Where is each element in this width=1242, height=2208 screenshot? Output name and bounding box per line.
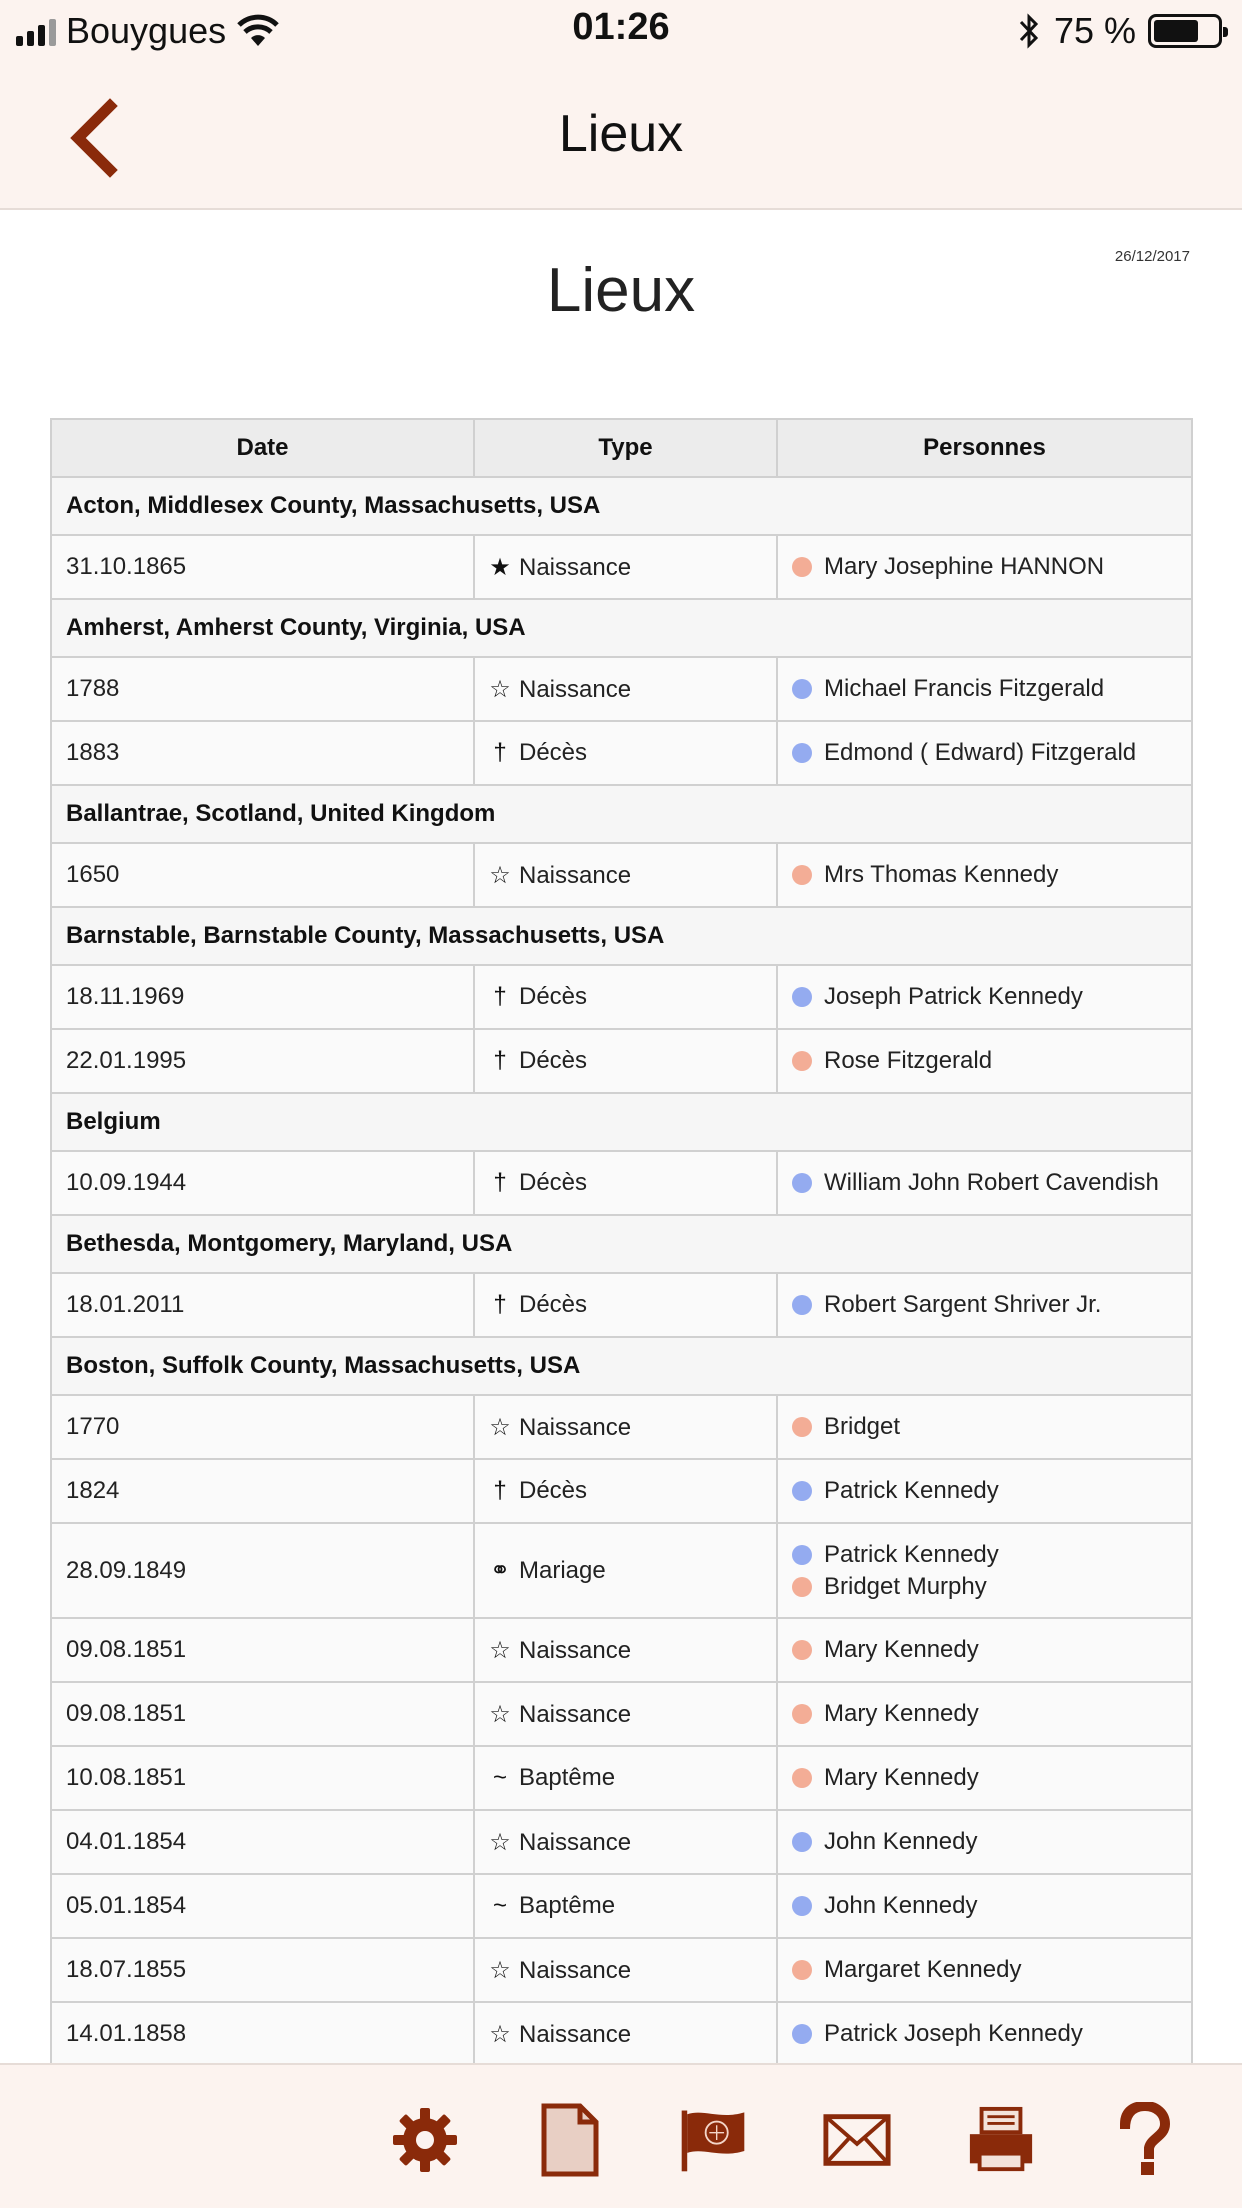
person-entry[interactable]: [792, 1475, 1177, 1507]
nav-bar: [0, 62, 1242, 210]
event-date: 1788: [51, 657, 474, 721]
place-row: [51, 599, 1192, 657]
event-type-cell: [474, 535, 777, 599]
person-name: Michael Francis Fitzgerald: [824, 675, 1105, 702]
event-row[interactable]: [51, 1746, 1192, 1810]
event-type: Décès: [519, 739, 588, 766]
event-persons: [777, 843, 1192, 907]
event-type: Naissance: [519, 861, 632, 889]
event-persons: [777, 1874, 1192, 1938]
battery-icon: [1148, 14, 1222, 48]
place-row: [51, 1337, 1192, 1395]
female-dot-icon: [792, 1417, 812, 1437]
help-button[interactable]: [1110, 2105, 1180, 2175]
female-dot-icon: [792, 1768, 812, 1788]
event-row[interactable]: [51, 1395, 1192, 1459]
place-row: [51, 785, 1192, 843]
header-persons: Personnes: [777, 419, 1192, 477]
table-body: [51, 477, 1192, 2063]
place-name: Amherst, Amherst County, Virginia, USA: [51, 599, 1192, 657]
event-persons: [777, 2002, 1192, 2063]
event-persons: [777, 1938, 1192, 2002]
event-type-cell: [474, 1273, 777, 1337]
person-name: Mary Josephine HANNON: [824, 553, 1105, 580]
event-row[interactable]: [51, 1273, 1192, 1337]
flag-button[interactable]: [678, 2105, 748, 2175]
place-row: [51, 1215, 1192, 1273]
event-row[interactable]: [51, 1810, 1192, 1874]
person-name: Joseph Patrick Kennedy: [824, 983, 1083, 1010]
place-row: [51, 1093, 1192, 1151]
person-entry[interactable]: [792, 1890, 1177, 1922]
place-name: Ballantrae, Scotland, United Kingdom: [51, 785, 1192, 843]
person-name: Bridget: [824, 1413, 901, 1440]
document-icon: [540, 2102, 600, 2178]
table-header-row: [51, 419, 1192, 477]
flag-icon: [678, 2102, 748, 2178]
event-persons: [777, 1459, 1192, 1523]
event-type: Naissance: [519, 1828, 632, 1856]
male-dot-icon: [792, 987, 812, 1007]
event-type-cell: [474, 1618, 777, 1682]
cross-icon: †: [493, 1291, 507, 1318]
person-entry[interactable]: [792, 1045, 1177, 1077]
person-entry[interactable]: [792, 1954, 1177, 1986]
male-dot-icon: [792, 1295, 812, 1315]
event-type: Décès: [519, 983, 588, 1010]
battery-percent: 75 %: [1053, 10, 1136, 51]
event-type: Décès: [519, 1047, 588, 1074]
female-dot-icon: [792, 1704, 812, 1724]
event-persons: [777, 1746, 1192, 1810]
place-name: Barnstable, Barnstable County, Massachusetts, USA: [51, 907, 1192, 965]
event-row[interactable]: [51, 1682, 1192, 1746]
event-type: Naissance: [519, 675, 632, 703]
event-date: 10.09.1944: [51, 1151, 474, 1215]
male-dot-icon: [792, 2024, 812, 2044]
event-type-cell: [474, 1395, 777, 1459]
star-icon: ☆: [489, 675, 511, 703]
event-row[interactable]: [51, 721, 1192, 785]
nav-title: Lieux: [558, 105, 684, 163]
event-row[interactable]: [51, 843, 1192, 907]
event-persons: [777, 1682, 1192, 1746]
event-date: 10.08.1851: [51, 1746, 474, 1810]
event-type: Mariage: [519, 1557, 606, 1584]
bottom-toolbar: [0, 2063, 1242, 2208]
person-name: Mrs Thomas Kennedy: [824, 861, 1059, 888]
female-dot-icon: [792, 1051, 812, 1071]
person-name: William John Robert Cavendish: [824, 1169, 1159, 1196]
document-button[interactable]: [535, 2105, 605, 2175]
person-name: John Kennedy: [824, 1892, 978, 1919]
place-row: [51, 907, 1192, 965]
event-type-cell: [474, 657, 777, 721]
event-type-cell: [474, 1151, 777, 1215]
event-date: 1770: [51, 1395, 474, 1459]
event-persons: [777, 1523, 1192, 1618]
female-dot-icon: [792, 1960, 812, 1980]
event-row[interactable]: [51, 535, 1192, 599]
star-icon: ☆: [489, 1956, 511, 1984]
male-dot-icon: [792, 1481, 812, 1501]
settings-button[interactable]: [390, 2105, 460, 2175]
carrier-name: Bouygues: [66, 10, 227, 51]
event-row[interactable]: [51, 1523, 1192, 1618]
cross-icon: †: [493, 1169, 507, 1196]
person-entry[interactable]: [792, 673, 1177, 705]
person-entry[interactable]: [792, 1762, 1177, 1794]
person-entry[interactable]: [792, 1698, 1177, 1730]
person-name: Mary Kennedy: [824, 1764, 979, 1791]
male-dot-icon: [792, 1173, 812, 1193]
place-name: Bethesda, Montgomery, Maryland, USA: [51, 1215, 1192, 1273]
person-name: Edmond ( Edward) Fitzgerald: [824, 739, 1137, 766]
document-date: 26/12/2017: [1114, 248, 1190, 265]
event-type: Naissance: [519, 553, 632, 581]
event-date: 22.01.1995: [51, 1029, 474, 1093]
star-icon: ☆: [489, 2020, 511, 2048]
event-type: Décès: [519, 1169, 588, 1196]
event-date: 18.11.1969: [51, 965, 474, 1029]
event-date: 14.01.1858: [51, 2002, 474, 2063]
event-persons: [777, 721, 1192, 785]
person-name: Patrick Joseph Kennedy: [824, 2020, 1083, 2047]
event-type-cell: [474, 1523, 777, 1618]
event-row[interactable]: [51, 1938, 1192, 2002]
event-persons: [777, 1151, 1192, 1215]
event-row[interactable]: [51, 2002, 1192, 2063]
print-button[interactable]: [966, 2105, 1036, 2175]
event-date: 04.01.1854: [51, 1810, 474, 1874]
event-type-cell: [474, 965, 777, 1029]
place-name: Acton, Middlesex County, Massachusetts, USA: [51, 477, 1192, 535]
star-icon: ☆: [489, 861, 511, 889]
status-time: 01:26: [572, 6, 670, 48]
help-icon: [1117, 2102, 1173, 2178]
event-date: 09.08.1851: [51, 1682, 474, 1746]
person-name: Mary Kennedy: [824, 1636, 979, 1663]
male-dot-icon: [792, 679, 812, 699]
event-date: 05.01.1854: [51, 1874, 474, 1938]
person-entry[interactable]: [792, 737, 1177, 769]
event-type-cell: [474, 721, 777, 785]
event-row[interactable]: [51, 965, 1192, 1029]
rings-icon: ⚭: [489, 1557, 511, 1584]
person-name: Margaret Kennedy: [824, 1956, 1022, 1983]
event-date: 09.08.1851: [51, 1618, 474, 1682]
person-entry[interactable]: [792, 981, 1177, 1013]
person-entry[interactable]: [792, 859, 1177, 891]
event-type-cell: [474, 843, 777, 907]
event-date: 31.10.1865: [51, 535, 474, 599]
event-type-cell: [474, 1810, 777, 1874]
event-persons: [777, 1618, 1192, 1682]
star-icon: ★: [489, 553, 511, 581]
event-type: Décès: [519, 1291, 588, 1318]
female-dot-icon: [792, 1640, 812, 1660]
person-name: Mary Kennedy: [824, 1700, 979, 1727]
place-name: Belgium: [51, 1093, 1192, 1151]
event-type: Naissance: [519, 1413, 632, 1441]
female-dot-icon: [792, 1577, 812, 1597]
star-icon: ☆: [489, 1828, 511, 1856]
event-persons: [777, 1029, 1192, 1093]
tilde-icon: ~: [492, 1892, 507, 1919]
event-type: Baptême: [519, 1764, 616, 1791]
event-persons: [777, 965, 1192, 1029]
male-dot-icon: [792, 743, 812, 763]
person-entry[interactable]: [792, 1411, 1177, 1443]
event-date: 18.01.2011: [51, 1273, 474, 1337]
event-date: 18.07.1855: [51, 1938, 474, 2002]
event-type: Baptême: [519, 1892, 616, 1919]
male-dot-icon: [792, 1832, 812, 1852]
event-row[interactable]: [51, 657, 1192, 721]
female-dot-icon: [792, 557, 812, 577]
star-icon: ☆: [489, 1700, 511, 1728]
event-type-cell: [474, 1746, 777, 1810]
person-entry[interactable]: [792, 1826, 1177, 1858]
male-dot-icon: [792, 1545, 812, 1565]
cross-icon: †: [493, 1047, 507, 1074]
male-dot-icon: [792, 1896, 812, 1916]
person-name: Rose Fitzgerald: [824, 1047, 993, 1074]
event-type: Naissance: [519, 1700, 632, 1728]
event-date: 1824: [51, 1459, 474, 1523]
person-entry[interactable]: [792, 1167, 1177, 1199]
event-date: 1883: [51, 721, 474, 785]
event-persons: [777, 1273, 1192, 1337]
person-entry[interactable]: [792, 1571, 1177, 1603]
cross-icon: †: [493, 1477, 507, 1504]
gear-icon: [391, 2106, 459, 2174]
event-row[interactable]: [51, 1151, 1192, 1215]
status-right: [1016, 8, 1222, 54]
event-persons: [777, 1810, 1192, 1874]
header-type: Type: [474, 419, 777, 477]
event-date: 1650: [51, 843, 474, 907]
event-type: Naissance: [519, 1956, 632, 1984]
person-entry[interactable]: [792, 551, 1177, 583]
document-title: Lieux: [546, 256, 696, 325]
printer-icon: [966, 2104, 1036, 2176]
place-name: Boston, Suffolk County, Massachusetts, USA: [51, 1337, 1192, 1395]
person-entry[interactable]: [792, 1289, 1177, 1321]
female-dot-icon: [792, 865, 812, 885]
event-type-cell: [474, 1682, 777, 1746]
tilde-icon: ~: [492, 1764, 507, 1791]
envelope-icon: [822, 2110, 892, 2170]
person-entry[interactable]: [792, 1539, 1177, 1571]
event-persons: [777, 657, 1192, 721]
cross-icon: †: [493, 983, 507, 1010]
star-icon: ☆: [489, 1413, 511, 1441]
event-row[interactable]: [51, 1618, 1192, 1682]
event-type: Naissance: [519, 1636, 632, 1664]
places-table: [50, 418, 1193, 2063]
event-type-cell: [474, 1938, 777, 2002]
star-icon: ☆: [489, 1636, 511, 1664]
event-type-cell: [474, 2002, 777, 2063]
event-persons: [777, 1395, 1192, 1459]
person-entry[interactable]: [792, 2018, 1177, 2050]
event-type-cell: [474, 1874, 777, 1938]
event-row[interactable]: [51, 1029, 1192, 1093]
event-row[interactable]: [51, 1874, 1192, 1938]
person-entry[interactable]: [792, 1634, 1177, 1666]
status-bar: [0, 0, 1242, 62]
person-name: Bridget Murphy: [824, 1572, 987, 1600]
header-date: Date: [51, 419, 474, 477]
place-row: [51, 477, 1192, 535]
cross-icon: †: [493, 739, 507, 766]
event-type-cell: [474, 1029, 777, 1093]
person-name: Robert Sargent Shriver Jr.: [824, 1291, 1102, 1318]
event-row[interactable]: [51, 1459, 1192, 1523]
event-persons: [777, 535, 1192, 599]
mail-button[interactable]: [822, 2105, 892, 2175]
event-type: Naissance: [519, 2020, 632, 2048]
places-table-container[interactable]: [50, 418, 1193, 2063]
bluetooth-icon: [1016, 13, 1042, 49]
event-date: 28.09.1849: [51, 1523, 474, 1618]
event-type-cell: [474, 1459, 777, 1523]
event-type: Décès: [519, 1477, 588, 1504]
person-name: John Kennedy: [824, 1828, 978, 1855]
person-name: Patrick Kennedy: [824, 1477, 999, 1504]
person-name: Patrick Kennedy: [824, 1540, 999, 1568]
